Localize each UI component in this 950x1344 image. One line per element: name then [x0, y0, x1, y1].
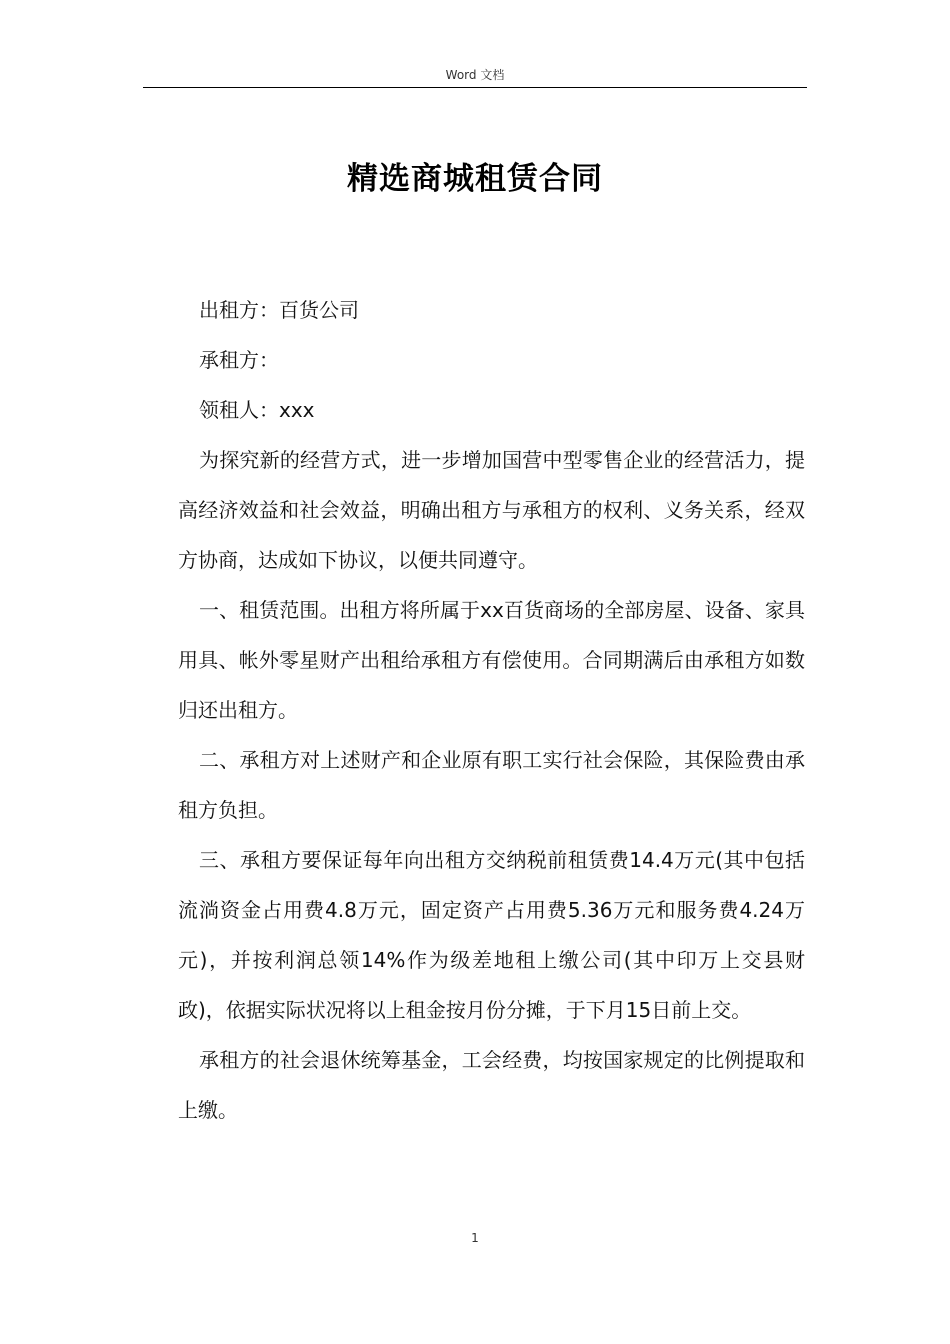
- paragraph-lessor: 出租方：百货公司: [199, 298, 359, 322]
- paragraph-clause-3-supplement: 承租方的社会退休统筹基金，工会经费，均按国家规定的比例提取和上缴。: [178, 1048, 805, 1122]
- paragraph-clause-1: 一、租赁范围。出租方将所属于xx百货商场的全部房屋、设备、家具用具、帐外零星财产出租给承租方有偿使用。合同期满后由承租方如数归还出租方。: [178, 598, 805, 722]
- document-title: 精选商城租赁合同: [347, 161, 603, 197]
- document-body: [178, 285, 805, 1135]
- paragraph-lessee: 承租方：: [199, 348, 279, 372]
- paragraph-clause-3: 三、承租方要保证每年向出租方交纳税前租赁费14.4万元(其中包括流淌资金占用费4.8万元，固定资产占用费5.36万元和服务费4.24万元)，并按利润总领14%作为级差地租上缴公司(其中印万上交县财政)，依据实际状况将以上租金按月份分摊，于下月15日前上交。: [178, 848, 805, 1022]
- paragraph-clause-2: 二、承租方对上述财产和企业原有职工实行社会保险，其保险费由承租方负担。: [178, 748, 805, 822]
- page-header-label: Word 文档: [445, 68, 505, 82]
- paragraph-lease-holder: 领租人：xxx: [199, 398, 315, 422]
- page-number: 1: [471, 1231, 479, 1245]
- header-divider: [143, 87, 807, 88]
- paragraph-preamble: 为探究新的经营方式，进一步增加国营中型零售企业的经营活力，提高经济效益和社会效益，明确出租方与承租方的权利、义务关系，经双方协商，达成如下协议，以便共同遵守。: [178, 448, 805, 572]
